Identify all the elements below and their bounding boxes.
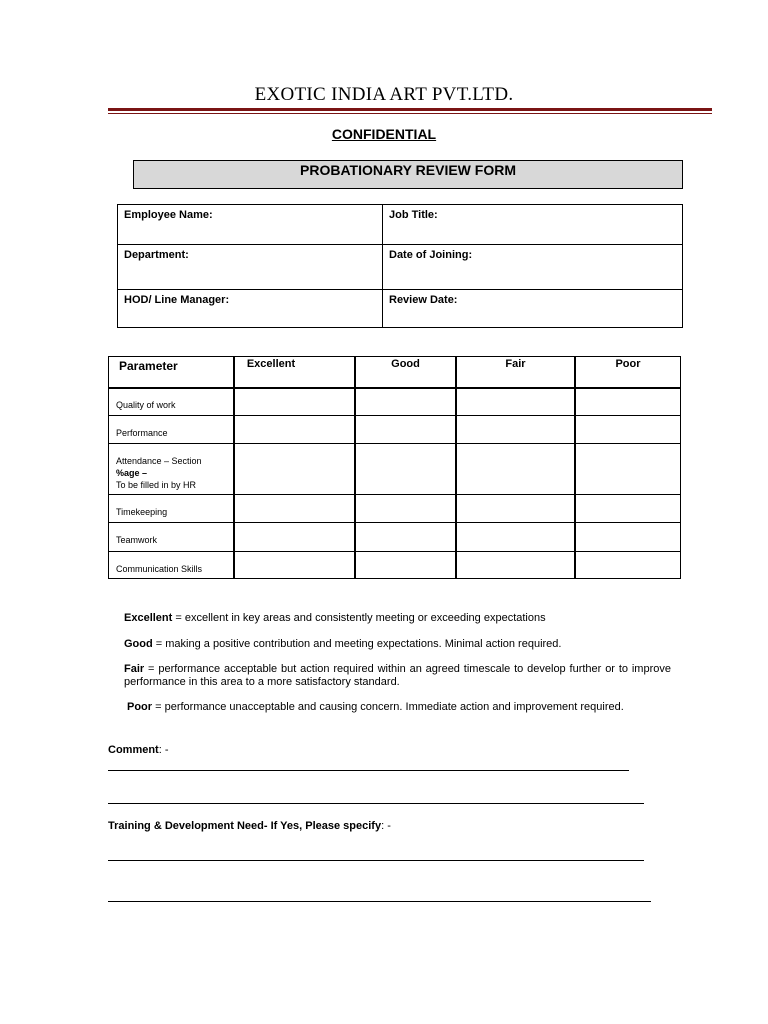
header-fair: Fair (505, 358, 526, 370)
row-divider (109, 551, 680, 552)
training-label (108, 820, 391, 832)
header-good: Good (391, 358, 420, 370)
column-divider (455, 357, 457, 578)
row-performance: Performance (116, 428, 168, 438)
header-excellent: Excellent (246, 358, 296, 370)
company-name: EXOTIC INDIA ART PVT.LTD. (254, 84, 514, 105)
row-attendance-line3: To be filled in by HR (116, 480, 197, 490)
legend-excellent-term: Excellent (124, 612, 173, 624)
legend-fair-desc: = performance acceptable but action required within an agreed timescale to develop further or to improve performance in this area to a more satisfactory standard. (124, 663, 671, 688)
row-divider (109, 522, 680, 523)
header-poor: Poor (615, 358, 641, 370)
training-label-tail: : - (381, 820, 391, 832)
rating-table (108, 356, 681, 579)
row-teamwork: Teamwork (116, 535, 158, 545)
manager-field[interactable]: HOD/ Line Manager: (124, 294, 230, 306)
info-divider (382, 205, 383, 327)
header-parameter: Parameter (119, 359, 178, 373)
row-quality-of-work: Quality of work (116, 400, 176, 410)
department-field[interactable]: Department: (124, 249, 189, 261)
legend-excellent (124, 612, 684, 625)
info-row-divider (118, 289, 682, 290)
legend-poor (127, 701, 687, 714)
date-of-joining-field[interactable]: Date of Joining: (389, 249, 473, 261)
column-divider (354, 357, 356, 578)
legend-good (124, 638, 684, 651)
comment-line-1[interactable] (108, 770, 629, 771)
row-timekeeping: Timekeeping (116, 507, 168, 517)
legend-poor-desc: = performance unacceptable and causing concern. Immediate action and improvement required. (152, 701, 624, 713)
legend-fair-term: Fair (124, 663, 145, 675)
legend-good-term: Good (124, 638, 153, 650)
comment-label-tail: : - (158, 744, 169, 756)
comment-line-2[interactable] (108, 803, 644, 804)
row-divider (109, 443, 680, 444)
row-divider (109, 494, 680, 495)
legend-excellent-desc: = excellent in key areas and consistently meeting or exceeding expectations (172, 612, 546, 624)
training-label-text: Training & Development Need- If Yes, Please specify (108, 820, 382, 832)
legend-poor-term: Poor (127, 701, 153, 713)
row-communication-skills: Communication Skills (116, 564, 203, 574)
comment-label-text: Comment (108, 744, 159, 756)
column-divider (574, 357, 576, 578)
row-attendance-line2: %age – (116, 468, 148, 478)
comment-label (108, 744, 169, 756)
header-rule (108, 108, 712, 111)
legend-fair (124, 663, 671, 689)
header-rule-thin (108, 113, 712, 114)
review-date-field[interactable]: Review Date: (389, 294, 458, 306)
row-divider (109, 415, 680, 416)
row-attendance (116, 455, 202, 491)
employee-name-field[interactable]: Employee Name: (124, 209, 213, 221)
form-title: PROBATIONARY REVIEW FORM (300, 162, 516, 178)
form-title-box (133, 160, 683, 189)
column-divider (233, 357, 235, 578)
legend-good-desc: = making a positive contribution and meeting expectations. Minimal action required. (152, 638, 562, 650)
job-title-field[interactable]: Job Title: (389, 209, 438, 221)
row-divider (109, 387, 680, 389)
confidential-label: CONFIDENTIAL (331, 126, 437, 142)
employee-info-table (117, 204, 683, 328)
training-line-2[interactable] (108, 901, 651, 902)
training-line-1[interactable] (108, 860, 644, 861)
info-row-divider (118, 244, 682, 245)
row-attendance-line1: Attendance – Section (116, 456, 202, 466)
